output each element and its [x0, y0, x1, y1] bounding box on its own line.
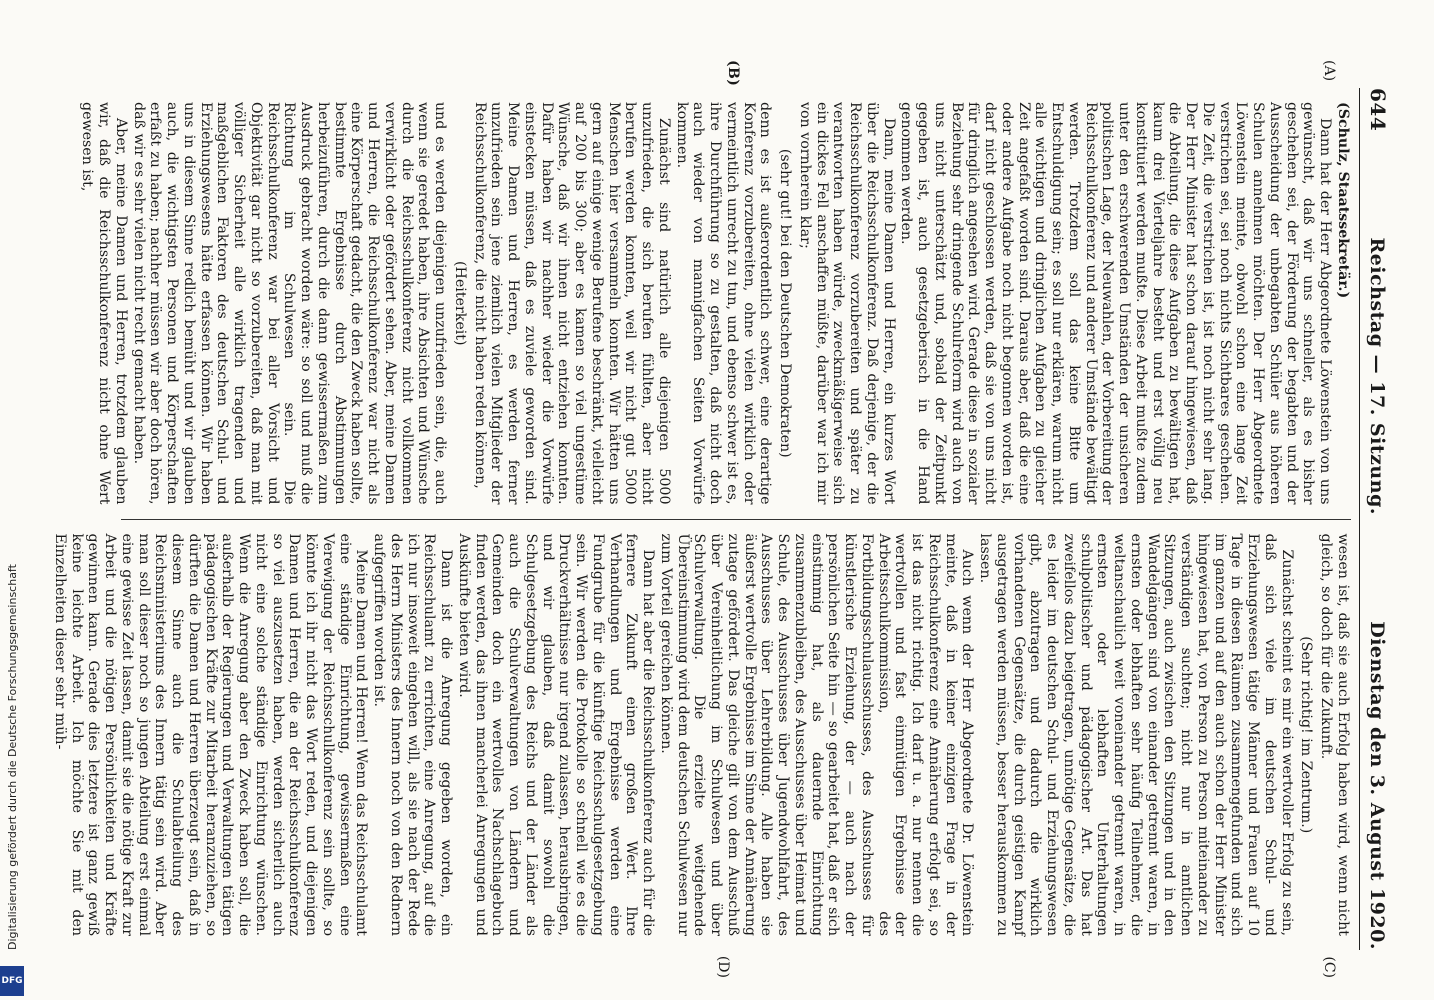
left-column [79, 60, 1351, 520]
page-header [1359, 88, 1390, 950]
interjection: (sehr gut! bei den Deutschen Demokraten) [777, 148, 794, 458]
interjection: (Sehr richtig! im Zentrum.) [1298, 636, 1315, 834]
paragraph: Zunächst sind natürlich alle diejenigen 5000 unzufrieden, die sich berufen fühlten, aber nicht berufen werden konnten, weil wir nicht gut 5000 Menschen hier versammeln konnten. Wir hätten uns gern auf einige wenige Berufene beschränkt, vielleicht auf 200 bis 300; aber es kamen so viel ungestüme Wünsche, daß wir ihnen nicht entziehen konnten. Dafür haben wir nachher wieder die Vorwürfe einstecken müssen, daß es zuviele geworden sind. Meine Damen und Herren, es werden ferner unzufrieden sein jene ziemlich vielen Mitglieder der Reichsschulkonferenz, die nicht haben reden können, [471, 102, 672, 505]
header-title-left: Reichstag — 17. Sitzung. [1366, 237, 1388, 515]
margin-marker-d: (D) [715, 955, 731, 978]
text-columns [52, 60, 1351, 978]
paragraph: Zunächst scheint es mir ein wertvoller Erfolg zu sein, daß sich viele im deutschen Schul- und Erziehungswesen tätige Männer und Frauen auf 10 Tage in diesen Räumen zusammengefunden und sich im ganzen und auf den auch schon der Herr Minister hingewiesen hat, von Person zu Person miteinander zu verständigen suchten; nicht nur in amtlichen Sitzungen, auch zwischen den Sitzungen und in den Wandelgängen sind von einander getrennt waren, in ernsten oder lebhaften sehr häufig Teilnehmer, die weltanschaulich weit voneinander getrennt waren, in ernsten oder lebhaften Unterhaltungen schulpolitischer und pädagogischer Art. Das hat zweifellos dazu beigetragen, unnötige Gegensätze, die es leider im deutschen Schul- und Erziehungswesen gibt, abzutragen und dadurch die wirklich vorhandenen Gegensätze, die durch geistigen Kampf ausgetragen werden müssen, besser herauskommen zu lassen. [977, 533, 1295, 936]
paragraph: wesen ist, daß sie auch Erfolg haben wird, wenn nicht gleich, so doch für die Zukunft. [1318, 533, 1351, 936]
margin-marker-c: (C) [1321, 956, 1337, 978]
paragraph: Dann, meine Damen und Herren, ein kurzes Wort über die Reichsschulkonferenz. Daß derjenige, der die Reichsschulkonferenz vorzubereiten und später zu verantworten haben würde, zweckmäßigerweise sich ein dickes Fell anschaffen müßte, darüber war ich mir von vornherein klar; [797, 102, 897, 505]
paragraph: denn es ist außerordentlich schwer, eine derartige Konferenz vorzubereiten, ohne vielen wirklich oder vermeintlich unrecht zu tun, und ebenso schwer ist es, ihre Durchführung so zu gestalten, daß nicht doch auch wieder von mannigfachen Seiten Vorwürfe kommen. [673, 102, 774, 505]
paragraph: Auch wenn der Herr Abgeordnete Dr. Löwenstein meinte, daß in keiner einzigen Frage in der Reichsschulkonferenz eine Annäherung erfolgt sei, so ist das nicht richtig. Ich darf u. a. nur nennen die wertvollen und fast einmütigen Ergebnisse der Arbeitsschulkommission, des Fortbildungsschulausschusses, des Ausschusses für künstlerische Erziehung, der — auch nach der persönlichen Seite hin — so gearbeitet hat, daß er sich einstimmig hat, als dauernde Einrichtung zusammenzubleiben, des Ausschusses über Heimat und Schule, des Ausschusses über Jugendwohlfahrt, des Ausschusses über Lehrerbildung. Alle haben sie äußerst wertvolle Ergebnisse im Sinne der Annäherung zutage gefördert. Das gleiche gilt von dem Ausschuß über Vereinheitlichung im Schulwesen und über Schulverwaltung. Die erzielte weitgehende Übereinstimmung wird dem deutschen Schulwesen nur zum Vorteil gereichen können. [658, 533, 976, 936]
margin-marker-a: (A) [1321, 60, 1337, 82]
paragraph: und es werden diejenigen unzufrieden sein, die, auch wenn sie geredet haben, ihre Absichten und Wünsche durch die Reichsschulkonferenz nicht vollkommen verwirklicht oder gefördert sehen. Aber, meine Damen und Herren, die Reichsschulkonferenz war nicht als eine Körperschaft gedacht, die den Zweck haben sollte, bestimmte Ergebnisse durch Abstimmungen herbeizuführen, durch die dann gewissermaßen zum Ausdruck gebracht worden wäre: so soll und muß die Richtung im Schulwesen sein. Die Reichsschulkonferenz war bei aller Vorsicht und Objektivität gar nicht so vorzubereiten, daß man mit völliger Sicherheit alle wirklich tragenden und maßgeblichen Faktoren des deutschen Schul- und Erziehungswesens hätte erfassen können. Wir haben uns in diesem Sinne redlich bemüht und wir glauben auch, die wichtigsten Personen und Körperschaften erfaßt zu haben; nachher müssen wir aber doch hören, daß wir es sehr vielen nicht recht gemacht haben. [130, 102, 449, 505]
paragraph: Meine Damen und Herren! Wenn das Reichsschulamt eine ständige Einrichtung, gewissermaßen eine Verewigung der Reichsschulkonferenz sein sollte, so könnte ich ihr nicht das Wort reden, und diejenigen Damen und Herren, die an der Reichsschulkonferenz so viel auszusetzen haben, werden sicherlich auch nicht eine solche ständige Einrichtung wünschen. Wenn die Anregung aber den Zweck haben soll, die außerhalb der Regierungen und Verwaltungen tätigen pädagogischen Kräfte zur Mitarbeit heranzuziehen, so dürften die Damen und Herren überzeugt sein, daß in diesem Sinne auch die Schulabteilung des Reichsministeriums des Innern tätig sein wird. Aber man soll dieser noch so jungen Abteilung erst einmal eine gewisse Zeit lassen, damit sie die nötige Kraft zur Arbeit und die nötigen Persönlichkeiten und Kräfte gewinnen kann. Gerade dies letztere ist ganz gewiß keine leichte Arbeit. Ich möchte Sie mit den Einzelheiten dieser sehr müh- [52, 533, 370, 936]
dfg-logo: DFG [0, 966, 24, 996]
interjection: (Heiterkeit) [452, 261, 468, 346]
paragraph: Dann hat der Herr Abgeordnete Löwenstein von uns gewünscht, daß wir uns schneller, als es bisher geschehen sei, der Förderung der begabten und der Ausscheidung der unbegabten Schüler aus höheren Schulen annehmen möchten. Der Herr Abgeordnete Löwenstein meinte, obwohl schon eine lange Zeit verstrichen sei, sei noch nichts Sichtbares geschehen. Die Zeit, die verstrichen ist, ist noch nicht sehr lang. Der Herr Minister hat schon darauf hingewiesen, daß die Abteilung, die diese Aufgaben zu bewältigen hat, kaum drei Vierteljahre besteht und erst völlig neu konstituiert werden mußte. Diese Arbeit mußte zudem unter den erschwerenden Umständen der unsicheren politischen Lage, der Neuwahlen, der Vorbereitung der Reichsschulkonferenz und anderer Umstände bewältigt werden. Trotzdem soll das keine Bitte um Entschuldigung sein; es soll nur erklären, warum nicht alle wichtigen und dringlichen Aufgaben zu gleicher Zeit angefaßt worden sind. Daraus aber, daß die eine oder andere Aufgabe noch nicht begonnen worden ist, darf nicht geschlossen werden, daß sie von uns nicht für dringlich angesehen wird. Gerade diese in sozialer Beziehung sehr dringende Schulreform wird auch von uns nicht unterschätzt und, sobald der Zeitpunkt gegeben ist, auch gesetzgeberisch in die Hand genommen werden. [898, 102, 1334, 505]
paragraph: Dann ist die Anregung gegeben worden, ein Reichsschulamt zu errichten, eine Anregung, auf die ich nur insoweit eingehen will, als sie nach der Rede des Herrn Ministers des Innern noch von den Rednern aufgegriffen worden ist. [371, 533, 455, 936]
speaker-label: (Schulz, Staatssekretär.) [1335, 102, 1351, 299]
header-title-right: Dienstag den 3. August 1920. [1366, 621, 1388, 950]
paragraph: Dann hat aber die Reichsschulkonferenz auch für die fernere Zukunft einen großen Wert. Ihre Verhandlungen und Ergebnisse werden eine Fundgrube für die künftige Reichsschulgesetzgebung sein. Wir werden die Protokolle so schnell wie es die Druckverhältnisse nur irgend zulassen, herausbringen, und wir glauben, daß damit sowohl die Schulgesetzgebung des Reichs und der Länder als auch die Schulverwaltungen von Ländern und Gemeinden doch ein wertvolles Nachschlagebuch finden werden, das ihnen mancherlei Anregungen und Auskünfte bieten wird. [456, 533, 657, 936]
right-column [52, 520, 1351, 978]
margin-marker-b: (B) [725, 60, 741, 87]
digitization-credit: Digitalisierung gefördert durch die Deutsche Forschungsgemeinschaft [6, 564, 19, 950]
page-number: 644 [1366, 88, 1390, 132]
paragraph: Aber, meine Damen und Herren, trotzdem glauben wir, daß die Reichsschulkonferenz nicht ohne Wert gewesen ist, [79, 102, 129, 505]
